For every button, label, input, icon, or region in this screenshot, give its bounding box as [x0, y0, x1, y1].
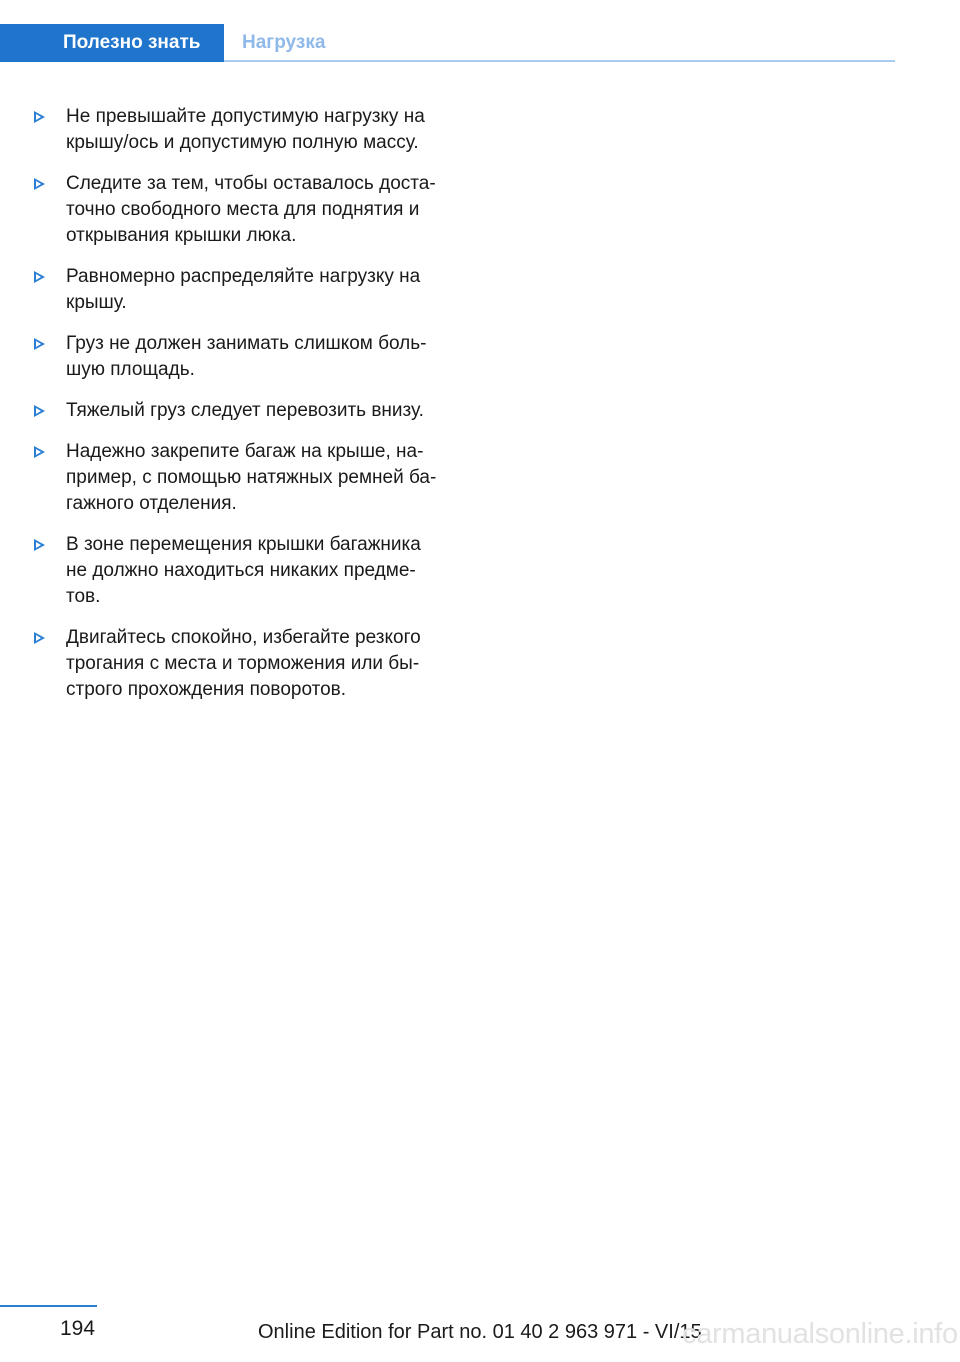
triangle-bullet-icon [34, 338, 45, 350]
list-item-text: Надежно закрепите багаж на крыше, на‐ [66, 441, 424, 462]
watermark: carmanualsonline.info [682, 1318, 958, 1350]
list-item-text: не должно находиться никаких предме‐ [66, 560, 416, 581]
list-item [34, 398, 454, 424]
list-item [34, 532, 454, 610]
triangle-bullet-icon [34, 539, 45, 551]
list-item-text: гажного отделения. [66, 493, 237, 514]
list-item [34, 625, 454, 703]
page-number: 194 [60, 1317, 96, 1340]
list-item-text: шую площадь. [66, 359, 195, 380]
bullet-list [34, 104, 454, 718]
edition-note: Online Edition for Part no. 01 40 2 963 971 - VI/15 [258, 1321, 702, 1343]
list-item [34, 439, 454, 517]
triangle-bullet-icon [34, 271, 45, 283]
list-item [34, 104, 454, 156]
list-item-text: трогания с места и торможения или бы‐ [66, 653, 420, 674]
list-item [34, 264, 454, 316]
list-item-text: Равномерно распределяйте нагрузку на [66, 266, 421, 287]
list-item-text: крышу/ось и допустимую полную массу. [66, 132, 419, 153]
list-item-text: Двигайтесь спокойно, избегайте резкого [66, 627, 421, 648]
list-item-text: Следите за тем, чтобы оставалось доста‐ [66, 173, 436, 194]
list-item-text: точно свободного места для поднятия и [66, 199, 420, 220]
list-item-text: открывания крышки люка. [66, 225, 297, 246]
list-item-text: тов. [66, 586, 101, 607]
list-item-text: крышу. [66, 292, 127, 313]
list-item-text: строго прохождения поворотов. [66, 679, 347, 700]
triangle-bullet-icon [34, 178, 45, 190]
section-tab: Полезно знать [0, 24, 224, 62]
triangle-bullet-icon [34, 446, 45, 458]
list-item [34, 171, 454, 249]
list-item-text: В зоне перемещения крышки багажника [66, 534, 421, 555]
triangle-bullet-icon [34, 632, 45, 644]
list-item-text: Груз не должен занимать слишком боль‐ [66, 333, 427, 354]
topic-tab: Нагрузка [242, 32, 326, 53]
list-item [34, 331, 454, 383]
list-item-text: Не превышайте допустимую нагрузку на [66, 106, 425, 127]
triangle-bullet-icon [34, 405, 45, 417]
list-item-text: Тяжелый груз следует перевозить внизу. [66, 400, 424, 421]
list-item-text: пример, с помощью натяжных ремней ба‐ [66, 467, 437, 488]
triangle-bullet-icon [34, 111, 45, 123]
footer-divider [0, 1305, 97, 1307]
page-header [0, 24, 895, 62]
header-divider [224, 60, 895, 62]
